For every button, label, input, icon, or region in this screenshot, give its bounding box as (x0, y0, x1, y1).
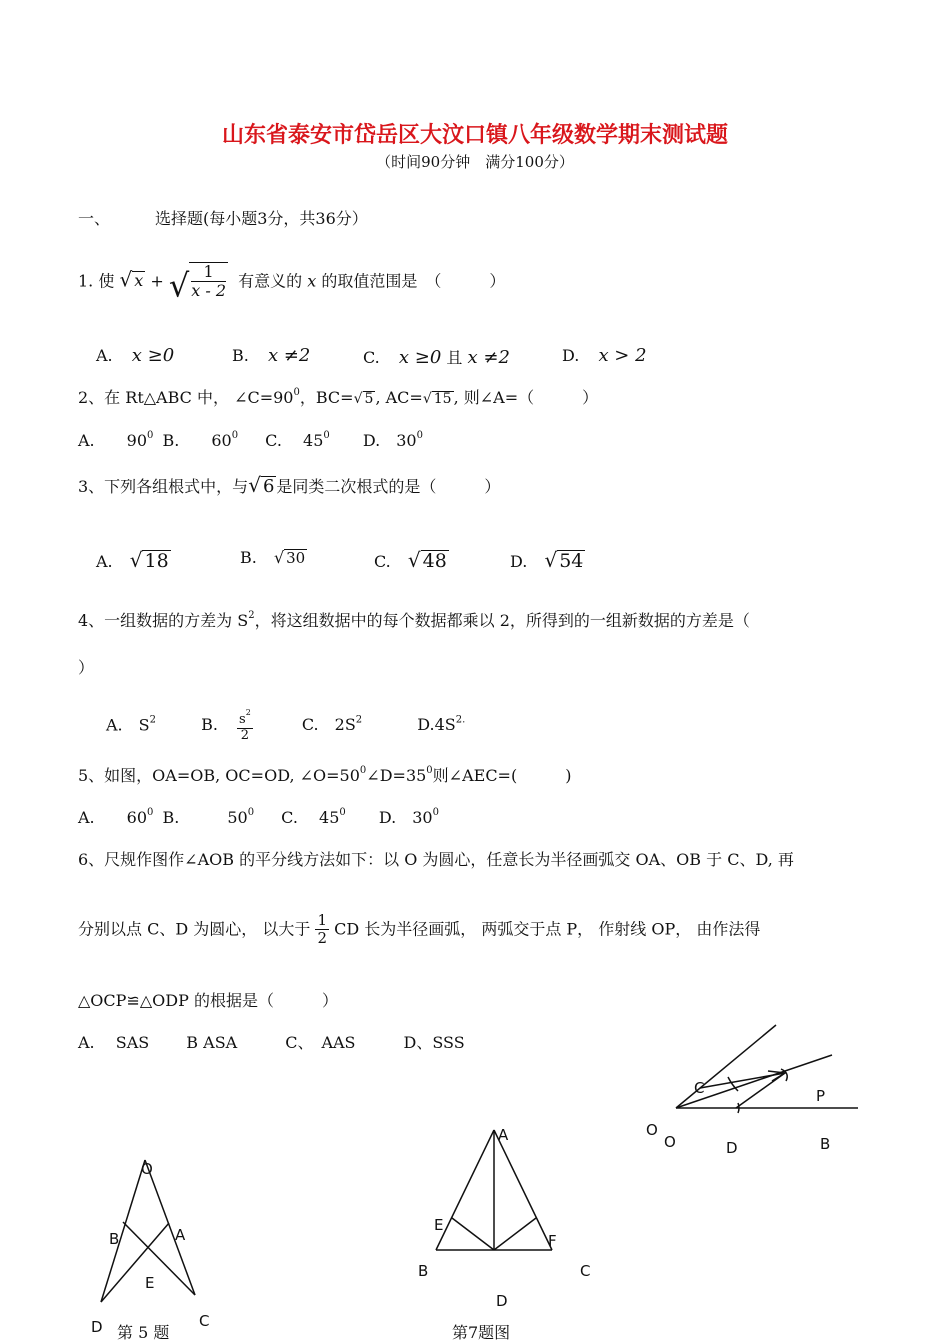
option-label: B. (232, 346, 249, 365)
q1-numerator: 1 (191, 263, 226, 282)
degree-mark: 0 (432, 807, 439, 818)
q3-text2: 是同类二次根式的是（ ） (276, 477, 501, 496)
q1-fraction (191, 263, 226, 301)
q1-tail: 的取值范围是 （ ） (321, 271, 506, 291)
degree-mark: 0 (231, 430, 239, 441)
line-de (452, 1218, 494, 1250)
figure-7-caption: 第7题图 (452, 1323, 511, 1342)
square-mark: 2 (355, 714, 363, 726)
question-3: 3、下列各组根式中，与√ 6 是同类二次根式的是（ ） (78, 473, 501, 497)
option-radical: 30 (286, 549, 306, 567)
q2-text4: , 则∠A=（ ） (453, 388, 599, 407)
q5-option-c: C. 45 (281, 808, 340, 827)
question-6-line3: △OCP≌△ODP 的根据是（ ） (78, 991, 338, 1010)
q2-text2: ，BC= (299, 388, 354, 407)
q4-option-b: B. (201, 715, 218, 735)
ray-oa (676, 1025, 776, 1108)
q2-option-c: C. 45 (265, 431, 324, 450)
option-label: C. (374, 552, 391, 571)
q4-option-c: C. 2S (301, 715, 356, 735)
q1-denominator: x - 2 (191, 281, 226, 301)
section-title: 选择题(每小题3分，共36分） (155, 209, 368, 228)
label-a: A (498, 1126, 509, 1144)
option-label: D. (562, 346, 580, 365)
question-6-line2 (78, 912, 760, 948)
line-ab (436, 1130, 494, 1250)
q6-line2a: 分别以点 C、D 为圆心， 以大于 (78, 919, 311, 939)
label-d: D (726, 1139, 738, 1157)
label-c: C (694, 1079, 705, 1097)
q1-var: x (307, 271, 317, 291)
option-conj: 且 (446, 348, 463, 367)
option-radical: 54 (559, 550, 584, 572)
label-o: O (646, 1121, 658, 1139)
q4-option-a: A. S (106, 715, 150, 735)
q5-option-b: B. 50 (162, 808, 248, 827)
q2-option-b: B. 60 (162, 431, 232, 450)
q6-fraction (315, 912, 329, 948)
degree-mark: 0 (416, 430, 423, 441)
option-label: B. (240, 548, 257, 567)
q4-text2: ，将这组数据中的每个数据都乘以 2，所得到的一组新数据的方差是（ (254, 611, 750, 630)
fraction-numerator: 1 (317, 911, 327, 929)
label-c: C (580, 1262, 591, 1280)
q4-text1: 4、一组数据的方差为 S (78, 611, 249, 630)
q3-text1: 3、下列各组根式中，与 (78, 477, 249, 496)
label-a: A (175, 1226, 186, 1244)
q1-mid: 有意义的 (238, 271, 303, 291)
q5-text: 5、如图，OA=OB, OC=OD, ∠O=50 (78, 766, 360, 785)
q3-option-b: B. √ 30 (240, 548, 306, 567)
degree-mark: 0 (323, 430, 330, 441)
q2-radical-ac: 15 (433, 391, 452, 407)
degree-mark: 0 (293, 387, 300, 398)
q4-line2: ） (78, 658, 95, 677)
option-expr: x ≥0 (131, 345, 175, 366)
label-d: D (496, 1292, 508, 1310)
fraction-denominator: 2 (240, 727, 250, 743)
q3-option-a: A. √ 18 (96, 548, 169, 572)
label-b: B (418, 1262, 429, 1280)
square-mark: 2 (149, 714, 156, 726)
q1-option-c (363, 345, 510, 368)
label-b: B (820, 1135, 831, 1153)
q2-option-d: D. 30 (362, 431, 417, 450)
q2-radical-bc: 5 (364, 391, 374, 407)
label-b: B (109, 1230, 120, 1248)
degree-mark: 0 (147, 430, 154, 441)
q3-option-d: D. √ 54 (510, 548, 584, 572)
option-radical: 48 (422, 550, 447, 572)
q5-option-d: D. 30 (378, 808, 433, 827)
label-c: C (199, 1312, 210, 1330)
question-1: 1. 使 √ x + √ $\frac{1}{x - 2}$ 有意义的 x 的取值范围是 （ ） (78, 262, 506, 305)
label-e: E (145, 1274, 155, 1292)
q2-text3: , AC= (375, 388, 423, 407)
q5-options (78, 805, 439, 828)
q2-option-a: A. 90 (78, 431, 148, 450)
line-ac (494, 1130, 552, 1250)
figure-6-diagram (640, 1015, 870, 1165)
q5-text2: ∠D=35 (366, 766, 427, 785)
option-expr: x ≥0 (398, 347, 442, 368)
figure-7-diagram (410, 1120, 610, 1315)
question-6-line1: 6、尺规作图作∠AOB 的平分线方法如下：以 O 为圆心，任意长为半径画弧交 OA、OB 于 C、D, 再 (78, 850, 794, 869)
q4-option-b-fraction (237, 708, 253, 744)
option-label: A. (96, 552, 113, 571)
figure-5-caption: 第 5 题 (117, 1323, 170, 1342)
q3-radical: 6 (262, 476, 275, 497)
q2-options (78, 428, 423, 451)
fraction-denominator: 2 (317, 929, 327, 948)
option-expr: x > 2 (598, 345, 647, 366)
label-o2: O (664, 1133, 676, 1151)
q1-radicand: x (134, 271, 144, 291)
fraction-numerator (237, 708, 253, 729)
degree-mark: 0 (247, 807, 255, 818)
square-mark: 2 (245, 708, 251, 717)
degree-mark: 0 (426, 765, 433, 776)
figure-5-diagram (85, 1150, 225, 1335)
q4-option-d: D.4S (417, 715, 456, 735)
q5-option-a: A. 60 (78, 808, 148, 827)
question-4 (78, 608, 750, 631)
q1-option-b (232, 345, 310, 366)
question-2: 2、在 Rt△ABC 中， $\angle C=90^0$，BC=√ 5 , AC=√ 15 , 则∠A=（ ） (78, 387, 599, 407)
section-number: 一、 (78, 209, 111, 228)
label-d: D (91, 1318, 103, 1335)
q3-option-c: C. √ 48 (374, 548, 447, 572)
q6-line2b: CD 长为半径画弧， 两弧交于点 P， 作射线 OP， 由作法得 (334, 919, 761, 939)
option-label: A. (96, 346, 113, 365)
page-subtitle: （时间90分钟 满分100分） (376, 153, 574, 171)
square-mark: 2 (248, 610, 255, 621)
option-expr: x ≠2 (467, 347, 510, 368)
q6-options: A. SAS B ASA C、 AAS D、SSS (78, 1033, 465, 1052)
q1-prefix: 1. 使 (78, 271, 115, 291)
label-p: P (816, 1087, 826, 1105)
option-radical: 18 (144, 550, 169, 572)
degree-mark: 0 (339, 807, 346, 818)
option-label: C. (363, 348, 380, 367)
degree-mark: 0 (147, 807, 154, 818)
label-f: F (548, 1232, 557, 1250)
line-od (101, 1160, 145, 1302)
degree-mark: 0 (359, 765, 367, 776)
option-expr: x ≠2 (267, 345, 311, 366)
square-mark: 2. (455, 714, 466, 726)
label-e: E (434, 1216, 444, 1234)
label-o: O (141, 1160, 153, 1178)
q1-option-a (96, 345, 174, 366)
q1-plus: + (150, 271, 164, 291)
page-title: 山东省泰安市岱岳区大汶口镇八年级数学期末测试题 (221, 122, 728, 148)
q5-text3: 则∠AEC=( ) (432, 766, 572, 785)
option-label: D. (510, 552, 528, 571)
line-df (494, 1218, 536, 1250)
q4-options (106, 708, 465, 744)
numerator-text: s (239, 712, 246, 727)
q1-option-d (562, 345, 647, 366)
question-5 (78, 763, 571, 786)
q2-text1: 2、在 Rt△ABC 中， ∠C=90 (78, 388, 294, 407)
